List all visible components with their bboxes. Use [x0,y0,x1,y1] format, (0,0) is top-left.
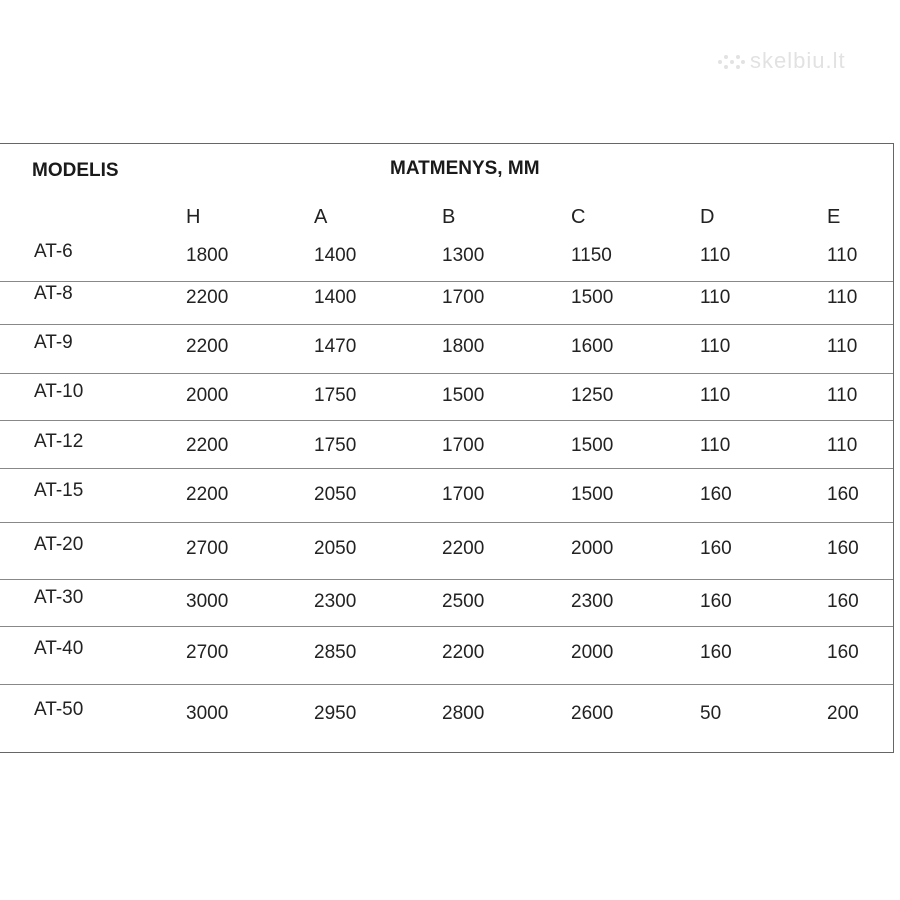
value-cell-e: 110 [827,287,858,308]
value-cell-b: 1300 [442,245,485,266]
model-cell: AT-9 [34,332,73,353]
value-cell-a: 1470 [314,336,357,357]
value-cell-d: 110 [700,435,731,456]
value-cell-c: 2300 [571,591,614,612]
value-cell-d: 160 [700,484,732,505]
model-cell: AT-12 [34,431,84,452]
value-cell-a: 2300 [314,591,357,612]
column-header-a: A [314,206,328,228]
model-cell: AT-6 [34,241,73,262]
value-cell-b: 1700 [442,287,485,308]
value-cell-b: 2800 [442,703,485,724]
value-cell-c: 2000 [571,538,614,559]
value-cell-a: 1750 [314,435,357,456]
dimensions-table [0,143,894,753]
dots-logo-icon [716,52,746,72]
row-divider [0,626,893,627]
value-cell-b: 1700 [442,484,485,505]
value-cell-b: 1700 [442,435,485,456]
row-divider [0,281,893,282]
value-cell-e: 160 [827,642,859,663]
value-cell-e: 160 [827,484,859,505]
value-cell-b: 2200 [442,538,485,559]
value-cell-a: 2050 [314,484,357,505]
value-cell-c: 2600 [571,703,614,724]
value-cell-e: 160 [827,591,859,612]
column-header-d: D [700,206,715,228]
value-cell-h: 2000 [186,385,229,406]
value-cell-a: 1400 [314,287,357,308]
value-cell-c: 1500 [571,287,614,308]
value-cell-c: 1500 [571,484,614,505]
value-cell-h: 3000 [186,591,229,612]
value-cell-h: 2200 [186,336,229,357]
value-cell-d: 50 [700,703,722,724]
value-cell-e: 160 [827,538,859,559]
value-cell-h: 2700 [186,642,229,663]
model-cell: AT-10 [34,381,84,402]
watermark [716,48,846,74]
watermark-text: skelbiu.lt [750,48,846,73]
value-cell-c: 1600 [571,336,614,357]
value-cell-d: 160 [700,591,732,612]
value-cell-a: 2850 [314,642,357,663]
value-cell-c: 1150 [571,245,612,266]
value-cell-e: 110 [827,245,858,266]
model-cell: AT-20 [34,534,84,555]
column-header-h: H [186,206,201,228]
model-cell: AT-50 [34,699,84,720]
row-divider [0,420,893,421]
value-cell-e: 110 [827,385,858,406]
row-divider [0,324,893,325]
value-cell-e: 110 [827,336,858,357]
value-cell-a: 2950 [314,703,357,724]
dimensions-header: MATMENYS, MM [390,158,540,179]
value-cell-a: 1750 [314,385,357,406]
value-cell-d: 110 [700,287,731,308]
model-cell: AT-8 [34,283,73,304]
value-cell-b: 1800 [442,336,485,357]
value-cell-h: 3000 [186,703,229,724]
value-cell-d: 160 [700,538,732,559]
value-cell-e: 200 [827,703,859,724]
value-cell-h: 2700 [186,538,229,559]
column-header-e: E [827,206,841,228]
row-divider [0,373,893,374]
value-cell-d: 110 [700,385,731,406]
value-cell-b: 2200 [442,642,485,663]
value-cell-a: 2050 [314,538,357,559]
value-cell-d: 110 [700,245,731,266]
value-cell-d: 160 [700,642,732,663]
model-cell: AT-30 [34,587,84,608]
column-header-c: C [571,206,586,228]
row-divider [0,468,893,469]
value-cell-e: 110 [827,435,858,456]
row-divider [0,522,893,523]
row-divider [0,684,893,685]
value-cell-b: 1500 [442,385,485,406]
value-cell-a: 1400 [314,245,357,266]
value-cell-b: 2500 [442,591,485,612]
value-cell-h: 2200 [186,287,229,308]
value-cell-c: 2000 [571,642,614,663]
model-header: MODELIS [32,160,119,181]
model-cell: AT-15 [34,480,84,501]
model-cell: AT-40 [34,638,84,659]
value-cell-h: 2200 [186,484,229,505]
row-divider [0,579,893,580]
value-cell-c: 1500 [571,435,614,456]
value-cell-h: 1800 [186,245,229,266]
column-header-b: B [442,206,456,228]
value-cell-c: 1250 [571,385,614,406]
value-cell-d: 110 [700,336,731,357]
value-cell-h: 2200 [186,435,229,456]
